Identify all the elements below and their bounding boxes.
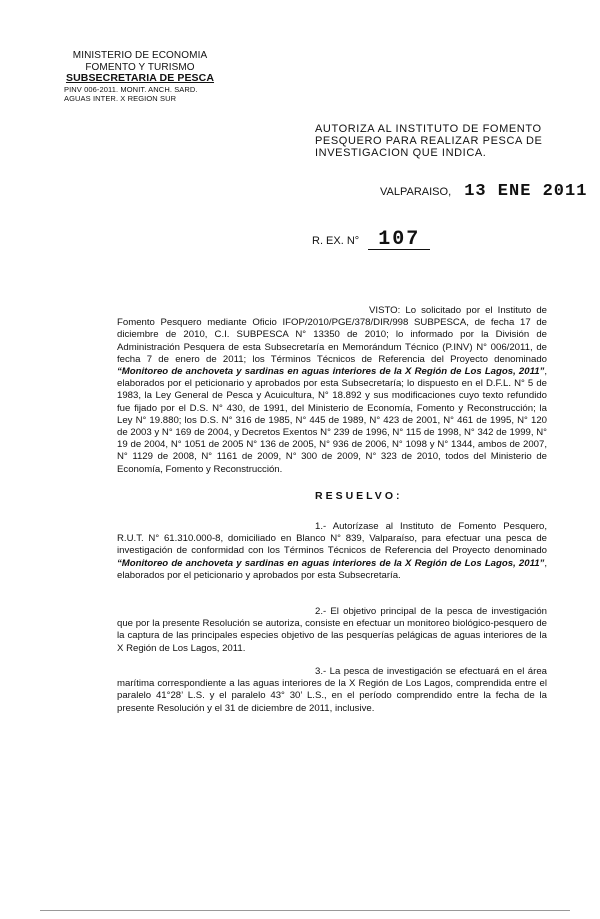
resuelvo-heading: RESUELVO: <box>315 490 403 502</box>
article-3: 3.- La pesca de investigación se efectuará en el área marítima correspondiente a las aguas interiores de la X Región de Los Lagos, comprendida entre el paralelo 41°28’ L.S. y el paralelo 43° 30’ L.S., en el período comprendido entre la fecha de la presente Resolución y el 31 de diciembre de 2011, inclusive. <box>117 666 547 714</box>
ministry-name: MINISTERIO DE ECONOMIA <box>72 50 208 61</box>
visto-project-title: “Monitoreo de anchoveta y sardinas en aguas interiores de la X Región de Los Lagos, 2011” <box>117 366 545 378</box>
file-reference-line2: AGUAS INTER. X REGION SUR <box>64 93 177 103</box>
file-reference-line1: PINV 006-2011. MONIT. ANCH. SARD. <box>64 84 198 94</box>
letterhead <box>60 50 220 103</box>
article-1 <box>117 521 547 582</box>
dateline <box>380 182 587 201</box>
article-1-lead: 1.- Autorízase al Instituto de Fomento Pesquero, R.U.T. N° 61.310.000-8, domiciliado en Blanco N° 839, Valparaíso, para efectuar una pesca de investigación de conformidad con los Términos Técnicos de Referencia del Proyecto denominado <box>117 521 547 557</box>
article-1-tail: , elaborados por el peticionario y aprobados por esta Subsecretaría. <box>117 557 547 581</box>
date-stamp: 13 ENE 2011 <box>464 182 588 201</box>
visto-lead: VISTO: Lo solicitado por el Instituto de Fomento Pesquero mediante Oficio IFOP/2010/PGE/378/DIR/998 SUBPESCA, de fecha 17 de diciembre de 2010, C.I. SUBPESCA N° 13350 de 2010; lo informado por la División de Administración Pesquera de esta Subsecretaría en Memorándum Técnico (P.INV) N° 006/2011, de fecha 7 de enero de 2011; los Términos Técnicos de Referencia del Proyecto denominado <box>117 305 547 365</box>
ministry-subtitle: FOMENTO Y TURISMO <box>85 61 195 73</box>
resolution-number <box>312 228 430 251</box>
visto-paragraph <box>117 305 547 476</box>
document-subject: AUTORIZA AL INSTITUTO DE FOMENTO PESQUERO PARA REALIZAR PESCA DE INVESTIGACION QUE INDICA. <box>315 123 543 159</box>
visto-tail: , elaborados por el peticionario y aprobados por esta Subsecretaría; lo dispuesto en el D.F.L. N° 5 de 1983, la Ley General de Pesca y Acuicultura, N° 18.892 y sus modificaciones cuyo texto refundido fue fijado por el D.S. N° 430, de 1991, del Ministerio de Economía, Fomento y Reconstrucción; la Ley N° 19.880; los D.S. N° 316 de 1985, N° 445 de 1989, N° 423 de 2001, N° 461 de 1995, N° 120 de 2003 y N° 169 de 2004, y Decretos Exentos N° 239 de 1996, N° 115 de 1998, N° 342 de 1999, N° 19 de 2004, N° 1051 de 2005 N° 136 de 2005, N° 936 de 2006, N° 1098 y N° 1344, ambos de 2007, N° 1129 de 2008, N° 1161 de 2009, N° 300 de 2009, N° 323 de 2010, todos del Ministerio de Economía, Fomento y Reconstrucción. <box>117 366 547 475</box>
subsecretariat-name: SUBSECRETARIA DE PESCA <box>65 72 215 84</box>
page-footer-line <box>40 910 570 911</box>
dateline-city: VALPARAISO, <box>380 186 452 198</box>
resolution-label: R. EX. N° <box>312 235 360 247</box>
article-1-project-title: “Monitoreo de anchoveta y sardinas en aguas interiores de la X Región de Los Lagos, 2011” <box>117 557 545 569</box>
article-2: 2.- El objetivo principal de la pesca de investigación que por la presente Resolución se autoriza, consiste en efectuar un monitoreo biológico-pesquero de la captura de las principales especies objetivo de las pesquerías pelágicas de aguas interiores de la X Región de Los Lagos, 2011. <box>117 606 547 654</box>
resolution-number-value: 107 <box>368 231 430 250</box>
